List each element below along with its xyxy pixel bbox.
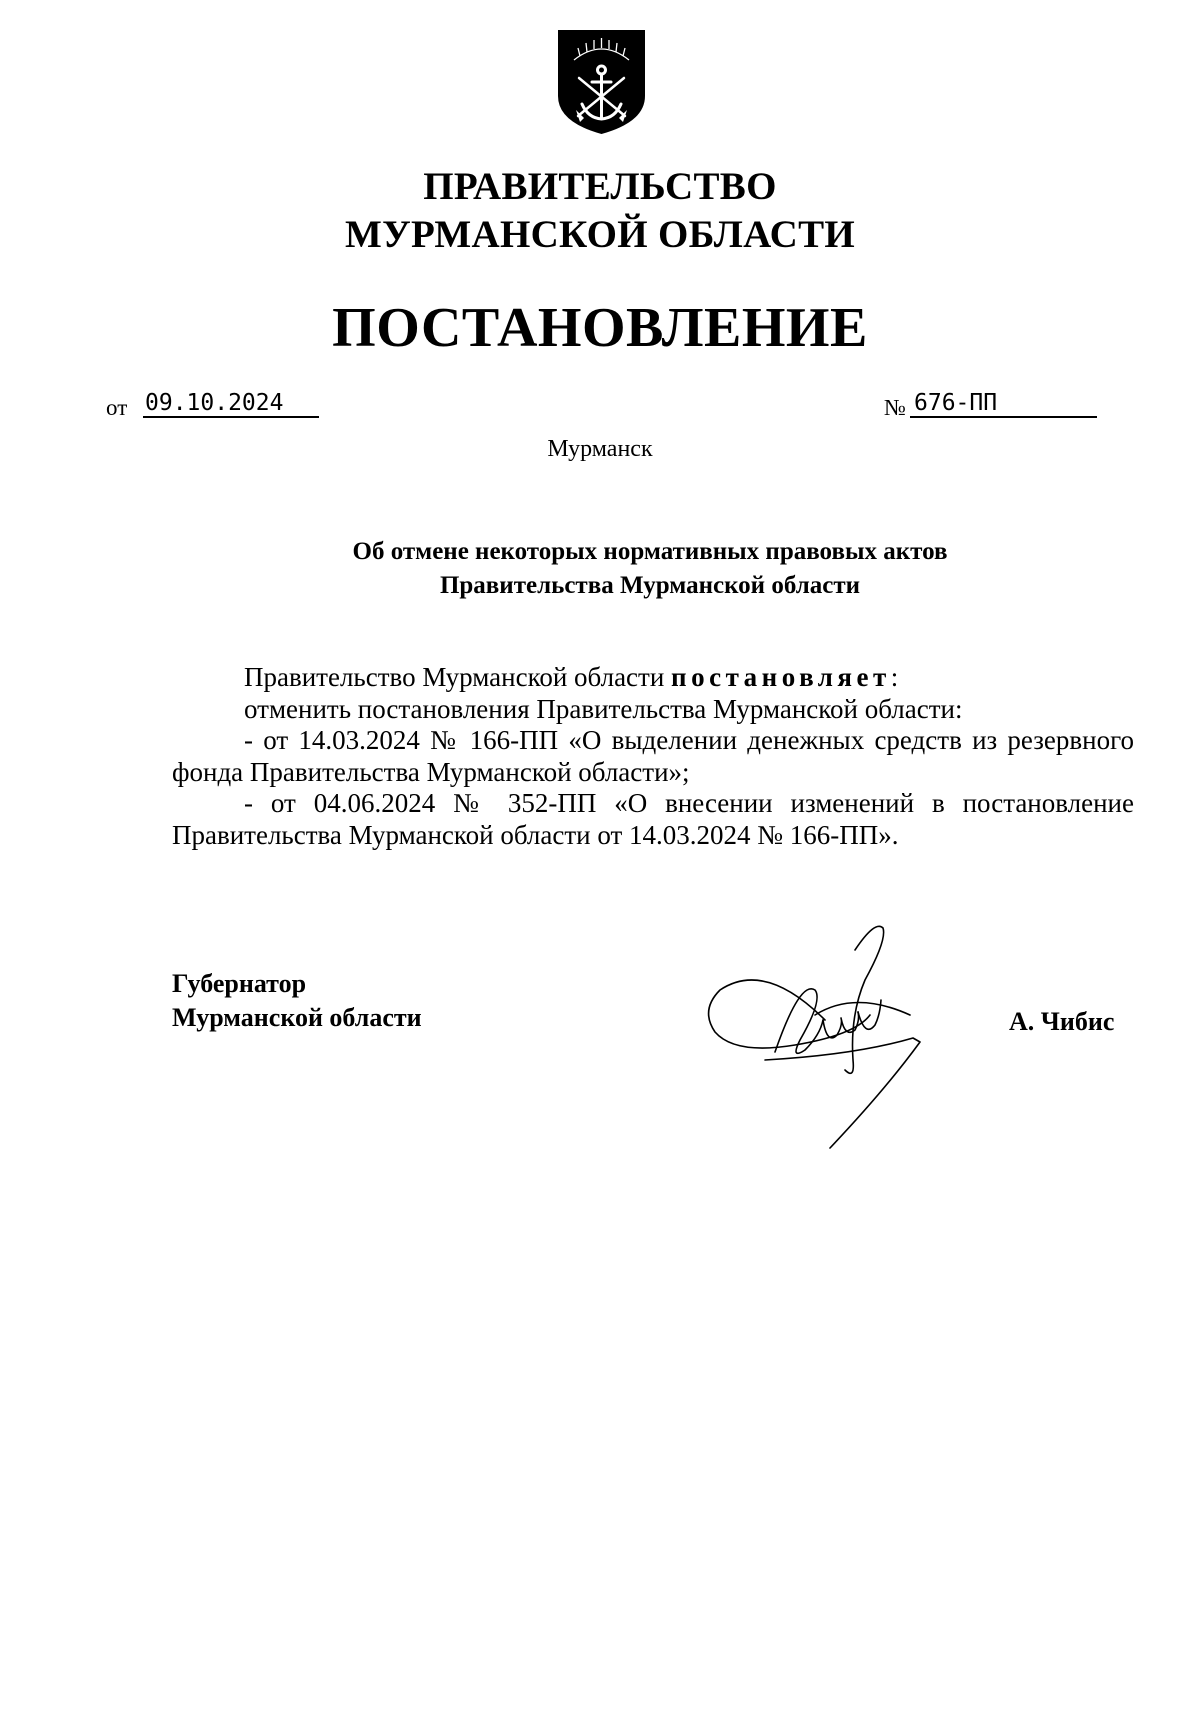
intro-suffix: : (890, 662, 899, 692)
signer-position-line1: Губернатор (172, 969, 307, 998)
signer-position-line2: Мурманской области (172, 1003, 422, 1032)
signer-position (172, 967, 422, 1035)
signature-icon (705, 920, 950, 1150)
intro-prefix: Правительство Мурманской области (244, 662, 672, 692)
body-lead: отменить постановления Правительства Мурманской области: (244, 693, 963, 724)
document-number: 676-ПП (910, 388, 1097, 418)
document-subject (300, 535, 1000, 603)
government-title-line2: МУРМАНСКОЙ ОБЛАСТИ (344, 213, 856, 256)
signer-name: А. Чибис (1009, 1007, 1115, 1036)
document-type-heading: ПОСТАНОВЛЕНИЕ (332, 297, 868, 359)
subject-line1: Об отмене некоторых нормативных правовых актов (352, 538, 948, 565)
government-title-line1: ПРАВИТЕЛЬСТВО (423, 165, 777, 208)
intro-decree-word: постановляет (671, 662, 891, 692)
coat-of-arms-icon (554, 26, 649, 138)
document-body (172, 662, 1134, 851)
subject-line2: Правительства Мурманской области (439, 572, 861, 599)
number-label: № (884, 395, 906, 420)
repealed-act-item: - от 04.06.2024 № 352-ПП «О внесении изменений в постановление Правительства Мурманской области от 14.03.2024 № 166-ПП». (172, 788, 1134, 850)
repealed-act-item: - от 14.03.2024 № 166-ПП «О выделении денежных средств из резервного фонда Правительства Мурманской области»; (172, 725, 1134, 787)
body-intro (172, 662, 1134, 694)
city-name: Мурманск (547, 436, 653, 462)
document-date: 09.10.2024 (143, 388, 319, 418)
date-label: от (106, 395, 128, 420)
